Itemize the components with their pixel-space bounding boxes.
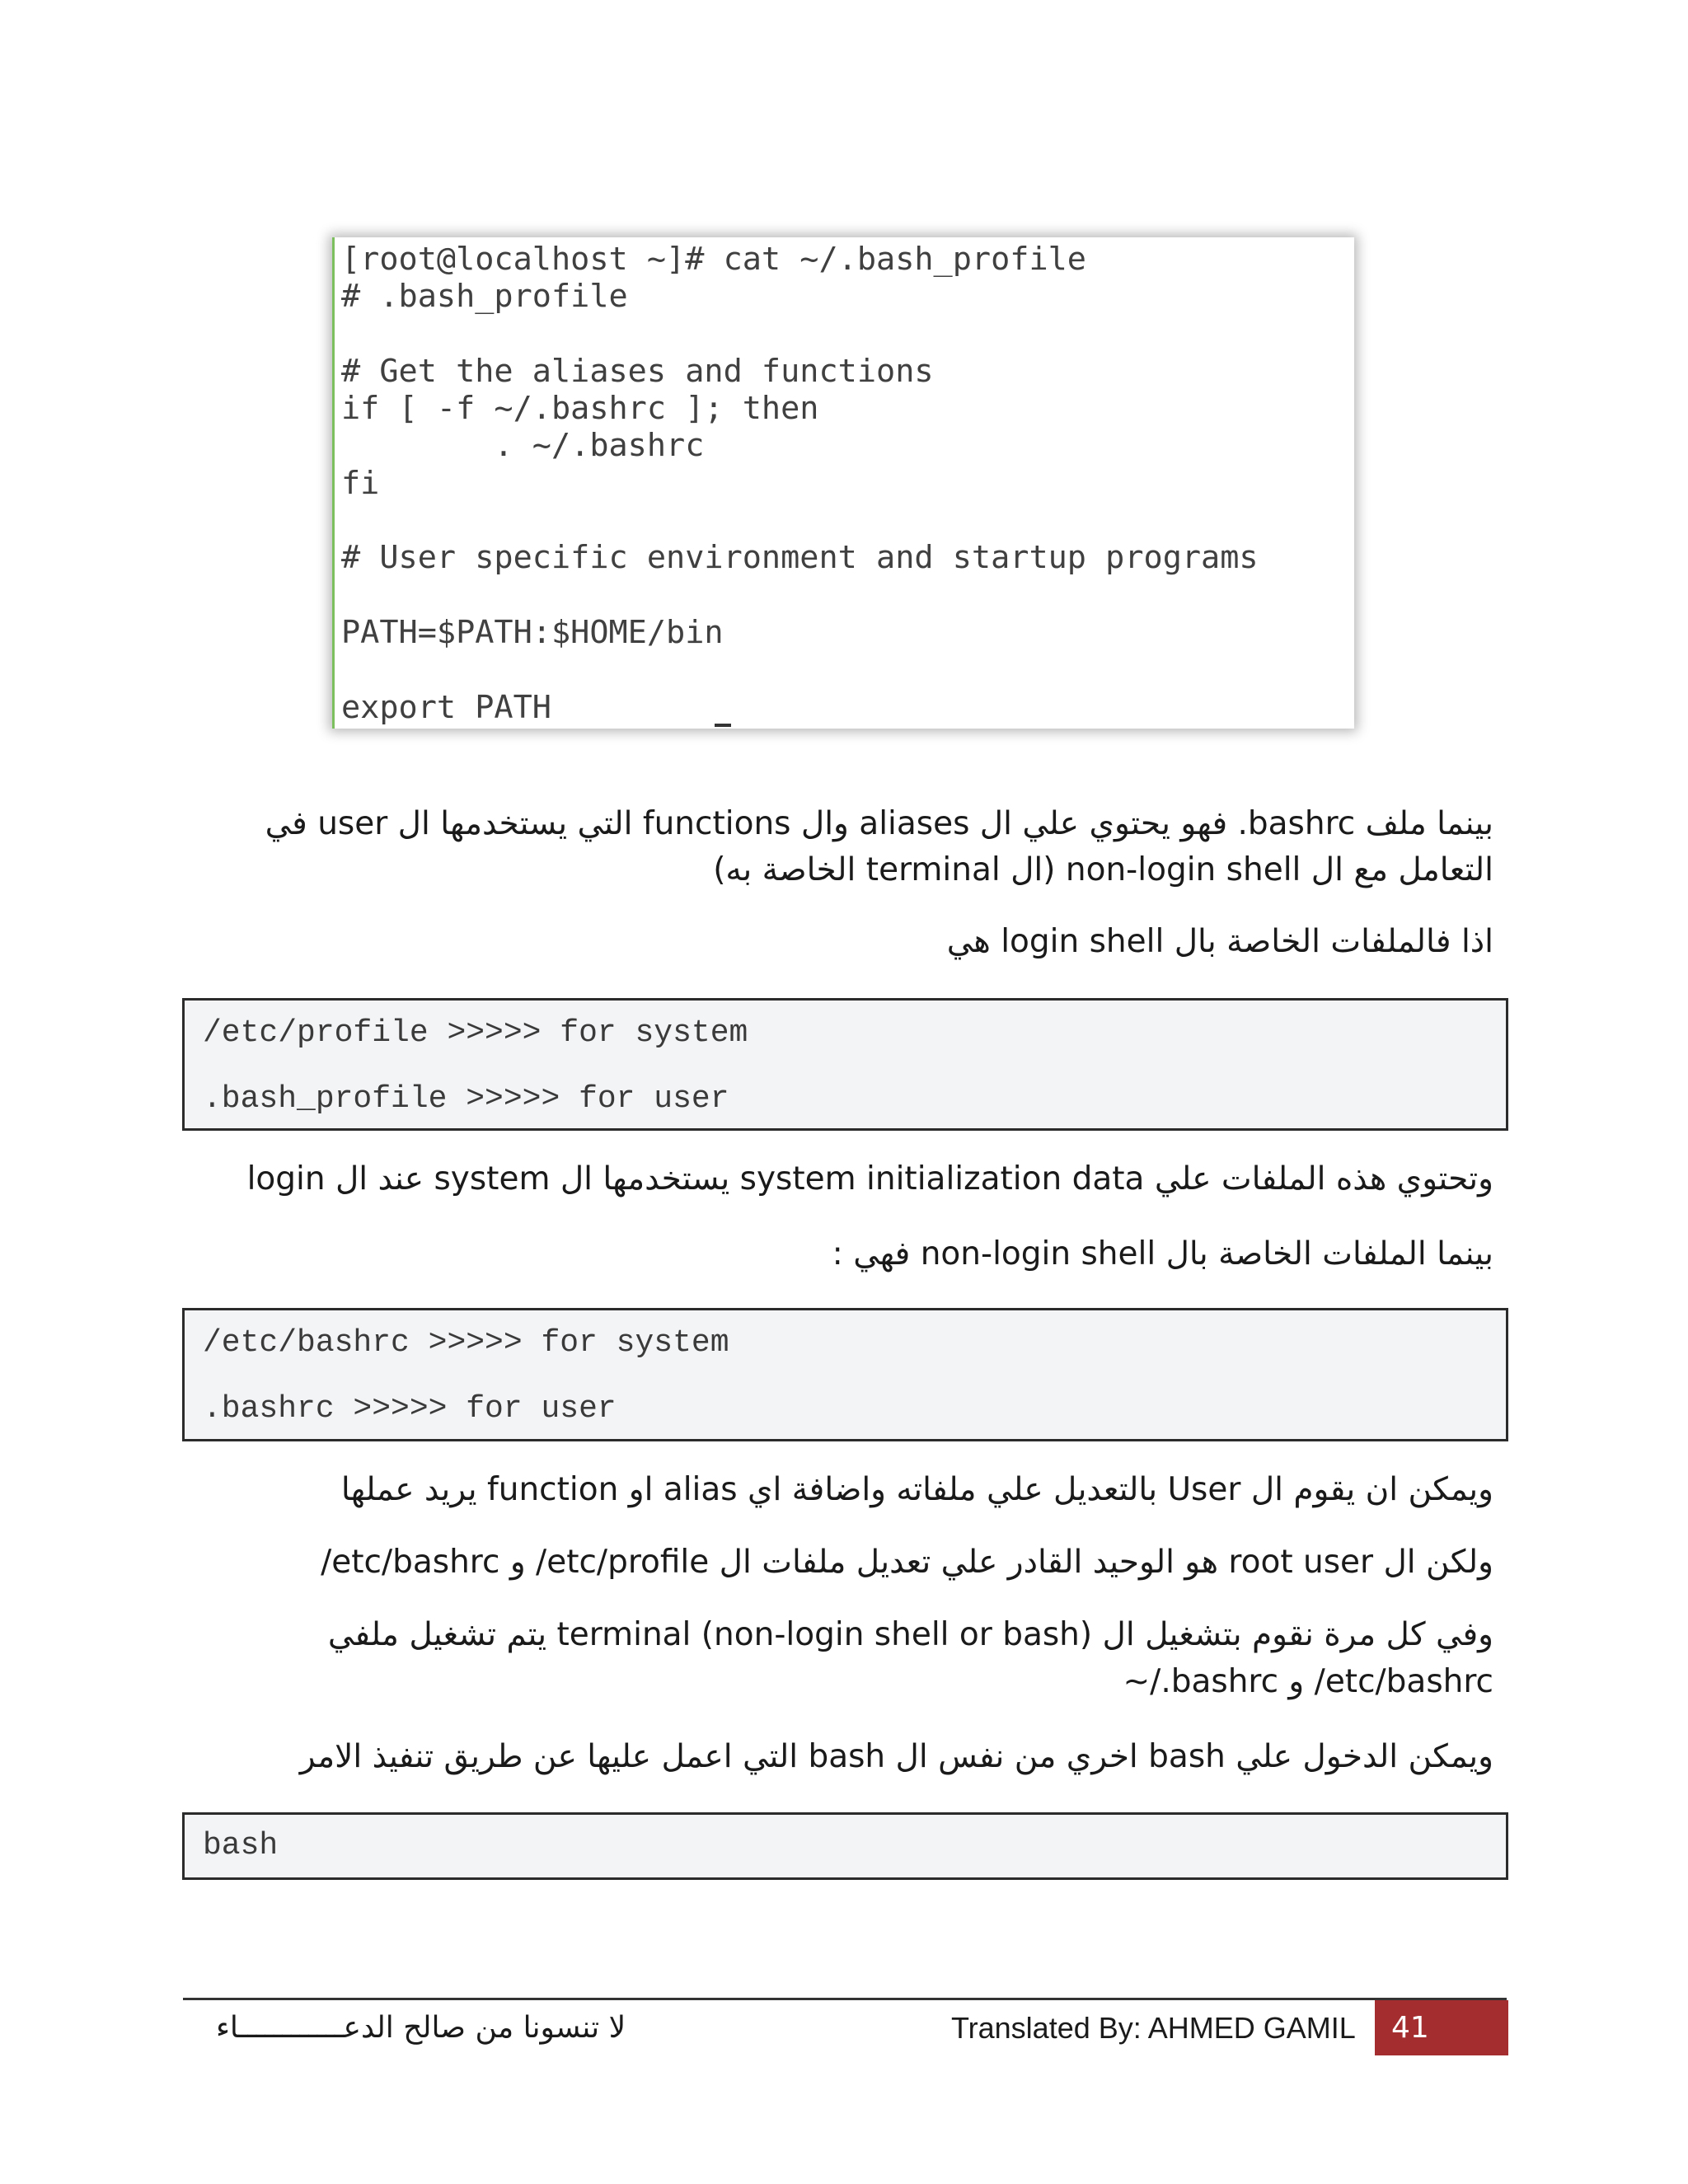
footer-dua: لا تنسونا من صالح الدعــــــــــــاء (216, 2011, 626, 2045)
paragraph-login-files: اذا فالملفات الخاصة بال login shell هي (946, 923, 1493, 960)
terminal-cursor (715, 724, 731, 727)
paragraph-terminal-run-line1: وفي كل مرة نقوم بتشغيل ال (non-login shell or bash) terminal يتم تشغيل ملفي (327, 1616, 1493, 1653)
paragraph-bashrc-line2: التعامل مع ال non-login shell (ال terminal الخاصة به) (713, 851, 1493, 888)
paragraph-terminal-run-line2: etc/bashrc/ و bashrc./~ (1123, 1663, 1493, 1700)
paragraph-nonlogin-files: بينما الملفات الخاصة بال non-login shell فهي : (832, 1235, 1493, 1272)
paragraph-bash-command: ويمكن الدخول علي bash اخري من نفس ال bash التي اعمل عليها عن طريق تنفيذ الامر (299, 1738, 1493, 1775)
code-line: .bash_profile >>>>> for user (203, 1081, 729, 1117)
code-line: /etc/profile >>>>> for system (203, 1015, 748, 1051)
code-block-bash (182, 1812, 1508, 1880)
code-block-login-files (182, 998, 1508, 1131)
footer-divider (183, 1998, 1507, 2000)
code-line: bash (203, 1828, 279, 1863)
terminal-output: [root@localhost ~]# cat ~/.bash_profile # .bash_profile # Get the aliases and functions if [ -f ~/.bashrc ]; then . ~/.bashrc fi # User specific environment and startup programs PATH=$PATH:$HOME/bin export PATH (341, 241, 1259, 726)
code-block-nonlogin-files (182, 1308, 1508, 1441)
code-line: /etc/bashrc >>>>> for system (203, 1325, 729, 1361)
terminal-screenshot (332, 237, 1354, 729)
paragraph-user-edit: ويمكن ان يقوم ال User بالتعديل علي ملفاته واضافة اي alias او function يريد عملها (340, 1471, 1493, 1508)
paragraph-system-data: وتحتوي هذه الملفات علي system initialization data يستخدمها ال system عند ال login (246, 1160, 1493, 1197)
footer-credit: Translated By: AHMED GAMIL (951, 2011, 1356, 2045)
code-line: .bashrc >>>>> for user (203, 1391, 617, 1427)
page-number: 41 (1375, 2000, 1508, 2055)
paragraph-bashrc-line1: بينما ملف bashrc. فهو يحتوي علي ال aliases وال functions التي يستخدمها ال user في (265, 805, 1493, 842)
paragraph-root-user: ولكن ال root user هو الوحيد القادر علي تعديل ملفات ال etc/profile/ و etc/bashrc/ (321, 1544, 1493, 1581)
